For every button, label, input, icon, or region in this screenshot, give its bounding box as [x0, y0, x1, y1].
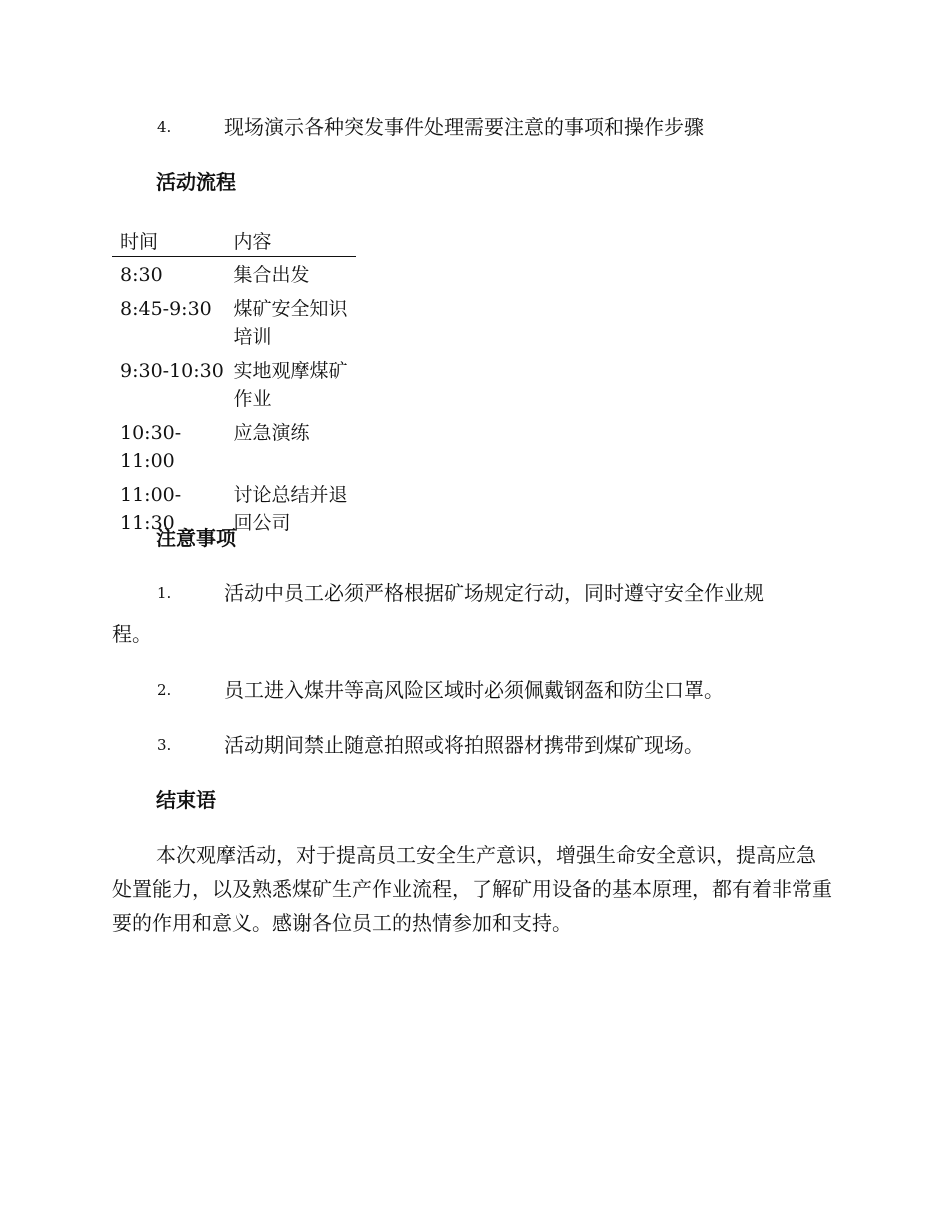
note-3-text: 活动期间禁止随意拍照或将拍照器材携带到煤矿现场。: [224, 733, 704, 757]
schedule-header-row: [112, 224, 356, 257]
list-item-4-text: 现场演示各种突发事件处理需要注意的事项和操作步骤: [224, 115, 704, 139]
table-row: [112, 257, 356, 292]
row-content: 应急演练: [233, 422, 310, 444]
row-content: 讨论总结并退回公司: [233, 484, 348, 534]
table-row: [112, 415, 356, 477]
conclusion-heading: 结束语: [156, 788, 216, 812]
note-1-text-line2: 程。: [112, 622, 152, 646]
list-number-4: 4.: [157, 118, 172, 136]
row-time: 11:00-11:30: [120, 484, 182, 534]
note-number-2: 2.: [157, 681, 172, 699]
table-row: [112, 353, 356, 415]
row-time: 8:30: [120, 264, 163, 286]
table-row: [112, 291, 356, 353]
conclusion-paragraph: 本次观摩活动，对于提高员工安全生产意识，增强生命安全意识，提高应急处置能力，以及熟悉煤矿生产作业流程，了解矿用设备的基本原理，都有着非常重要的作用和意义。感谢各位员工的热情参加和支持。: [112, 843, 832, 935]
note-number-3: 3.: [157, 736, 172, 754]
note-number-1: 1.: [157, 584, 172, 602]
column-header-content: 内容: [225, 224, 356, 257]
row-time: 9:30-10:30: [120, 360, 224, 382]
row-content: 煤矿安全知识培训: [233, 298, 348, 348]
column-header-time: 时间: [112, 224, 225, 257]
note-1-text-line1: 活动中员工必须严格根据矿场规定行动，同时遵守安全作业规: [224, 581, 764, 605]
row-content: 集合出发: [233, 264, 310, 286]
schedule-table: [112, 224, 356, 539]
schedule-heading: 活动流程: [156, 170, 236, 194]
row-time: 8:45-9:30: [120, 298, 212, 320]
notes-heading: 注意事项: [156, 526, 236, 550]
row-time: 10:30-11:00: [120, 422, 182, 472]
row-content: 实地观摩煤矿作业: [233, 360, 348, 410]
note-2-text: 员工进入煤井等高风险区域时必须佩戴钢盔和防尘口罩。: [224, 678, 724, 702]
